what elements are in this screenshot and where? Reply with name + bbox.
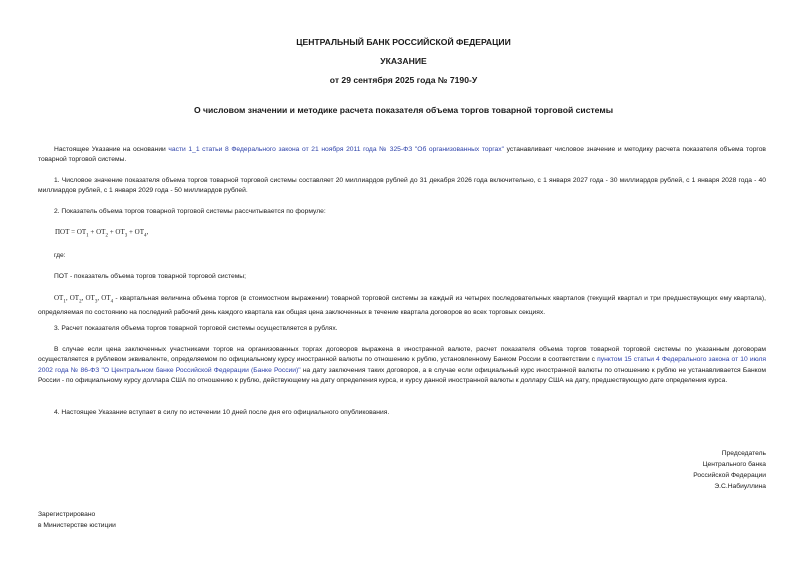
formula-term-4: + ОТ — [127, 228, 145, 236]
formula-sub-4: 4 — [144, 233, 147, 239]
where-label: где: — [54, 252, 66, 259]
ot-symbols — [54, 294, 114, 305]
paragraph-3-currency — [38, 345, 766, 387]
pot-definition: ПОТ - показатель объема торгов товарной торговой системы; — [54, 273, 246, 280]
signature-org-2: Российской Федерации — [693, 472, 766, 479]
registration-line-2: в Министерстве юстиции — [38, 522, 116, 529]
paragraph-1: 1. Числовое значение показателя объема торгов товарной торговой системы составляет 20 миллиардов рублей до 31 декабря 2026 года включительно, с 1 января 2027 года - 30 миллиардов рублей, с 1 января 2028 года - 40 миллиардов рублей, с 1 января 2029 года - 50 миллиардов рублей. — [38, 177, 766, 195]
law-325-link[interactable]: части 1_1 статьи 8 Федерального закона от 21 ноября 2011 года № 325-ФЗ "Об организованных торгах" — [168, 146, 504, 153]
ot-definition — [38, 293, 766, 318]
ot-definition-text: - квартальная величина объема торгов (в стоимостном выражении) товарной торговой системы за каждый из четырех последовательных кварталов (текущий квартал и три предшествующих ему квартала), определяемая по состоянию на последний рабочий день каждого квартала как общая цена заключенных в течение квартала договоров во всех торговых секциях. — [38, 295, 766, 316]
currency-text-1: В случае если цена заключенных участниками торгов на организованных торгах договоров выражена в иностранной валюте, расчет показателя объема торгов товарной торговой системы по указанным договорам осуществляется в рублевом эквиваленте, определяемом по официальному курсу иностранной валюты по отношению к рублю, установленному Банком России в соответствии с — [38, 346, 766, 364]
ot-sym-4: , ОТ — [97, 294, 111, 302]
registration-block — [38, 509, 116, 531]
paragraph-3: 3. Расчет показателя объема торгов товарной торговой системы осуществляется в рублях. — [54, 325, 338, 332]
ot-sub-1: 1 — [63, 299, 66, 305]
formula-sub-3: 3 — [124, 233, 128, 239]
ot-sub-3: 3 — [94, 299, 98, 305]
intro-paragraph — [38, 145, 766, 166]
formula-end: , — [146, 228, 149, 236]
signature-position: Председатель — [721, 450, 766, 457]
signature-block — [693, 448, 766, 492]
ot-sym-1: ОТ — [54, 294, 64, 302]
ot-sub-2: 2 — [79, 299, 82, 305]
law-86-link[interactable]: пунктом 15 статьи 4 Федерального закона от 10 июля 2002 года № 86-ФЗ "О Центральном банке Российской Федерации (Банке России)" — [38, 356, 766, 374]
intro-text-before: Настоящее Указание на основании — [54, 146, 169, 153]
ot-sub-4: 4 — [110, 299, 114, 305]
formula-term-3: + ОТ — [107, 228, 125, 236]
ot-sym-3: , ОТ — [81, 294, 95, 302]
formula-term-2: + ОТ — [88, 228, 106, 236]
paragraph-2: 2. Показатель объема торгов товарной торговой системы рассчитывается по формуле: — [54, 208, 326, 215]
formula-sub-1: 1 — [86, 233, 89, 239]
ot-sym-2: , ОТ — [65, 294, 80, 302]
formula-sub-2: 2 — [105, 233, 108, 239]
signature-org-1: Центрального банка — [702, 461, 766, 468]
formula-pot — [55, 228, 148, 238]
currency-text-2: на дату заключения таких договоров, а в случае если официальный курс иностранной валюты по отношению к рублю не устанавливается Банком России - по официальному курсу доллара США по отношению к рублю, действующему на дату определения курса, и курсу данной иностранной валюты к доллару США на дату, предшествующую дате определения курса. — [38, 366, 766, 385]
org-name: ЦЕНТРАЛЬНЫЙ БАНК РОССИЙСКОЙ ФЕДЕРАЦИИ — [296, 37, 511, 47]
paragraph-4: 4. Настоящее Указание вступает в силу по истечении 10 дней после дня его официального опубликования. — [54, 409, 390, 416]
signature-name: Э.С.Набиуллина — [714, 483, 766, 490]
registration-line-1: Зарегистрировано — [38, 511, 96, 518]
doc-date-number: от 29 сентября 2025 года № 7190-У — [329, 75, 478, 85]
doc-type: УКАЗАНИЕ — [380, 56, 427, 66]
intro-text-after: устанавливает числовое значение и методику расчета показателя объема торгов товарной торговой системы. — [38, 146, 766, 164]
doc-title: О числовом значении и методике расчета показателя объема торгов товарной торговой системы — [193, 105, 614, 115]
formula-lhs: ПОТ = ОТ — [55, 228, 87, 236]
